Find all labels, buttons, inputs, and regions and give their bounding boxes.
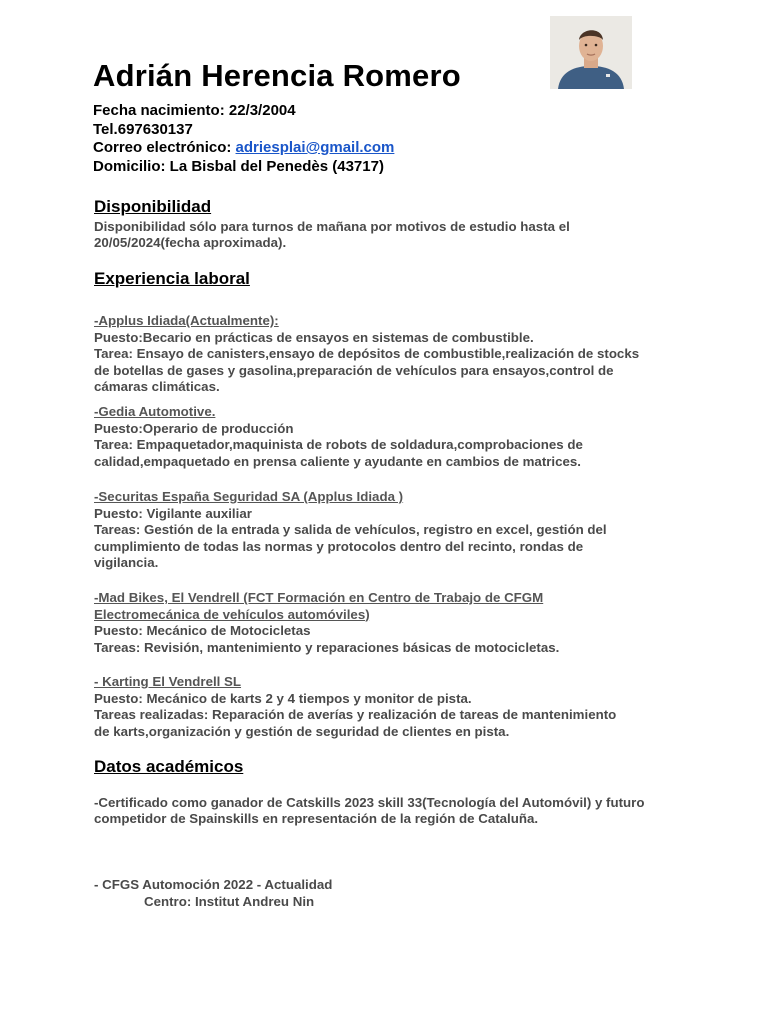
job-company: -Securitas España Seguridad SA (Applus Idiada ): [94, 489, 404, 504]
job-company: - Karting El Vendrell SL: [94, 674, 242, 689]
job-tasks: Tareas realizadas: Reparación de averías y realización de tareas de mantenimiento de karts,organización y gestión de seguridad de clientes en pista.: [94, 707, 617, 739]
job-gedia: [94, 404, 614, 470]
job-tasks: Tarea: Empaquetador,maquinista de robots de soldadura,comprobaciones de calidad,empaquetado en prensa caliente y ayudante en cambios de matrices.: [94, 437, 583, 469]
availability-text: Disponibilidad sólo para turnos de mañana por motivos de estudio hasta el 20/05/2024(fecha aproximada).: [94, 219, 570, 250]
job-tasks: Tareas: Gestión de la entrada y salida de vehículos, registro en excel, gestión del cumplimiento de todas las normas y protocolos dentro del recinto, rondas de vigilancia.: [94, 522, 607, 570]
job-mad-bikes: [94, 590, 574, 656]
profile-photo: [550, 16, 632, 89]
availability-heading: Disponibilidad: [94, 197, 212, 216]
experience-heading: Experiencia laboral: [94, 269, 250, 288]
course-center: Centro: Institut Andreu Nin: [144, 894, 315, 909]
job-securitas: [94, 489, 624, 572]
academic-heading: Datos académicos: [94, 757, 244, 776]
email-label: Correo electrónico:: [93, 139, 236, 156]
job-position: Puesto: Vigilante auxiliar: [94, 505, 252, 521]
job-karting: [94, 674, 634, 740]
personal-info: [93, 102, 394, 176]
full-name: Adrián Herencia Romero: [93, 58, 461, 93]
academic-course: [94, 877, 664, 910]
job-tasks: Tareas: Revisión, mantenimiento y reparaciones básicas de motocicletas.: [94, 639, 560, 655]
birth-date: Fecha nacimiento: 22/3/2004: [93, 102, 296, 119]
job-tasks: Tarea: Ensayo de canisters,ensayo de depósitos de combustible,realización de stocks de botellas de gases y gasolina,preparación de vehículos para ensayos,control de cámaras climáticas.: [94, 346, 640, 394]
job-position: Puesto:Becario en prácticas de ensayos en sistemas de combustible.: [94, 329, 534, 345]
job-company: -Applus Idiada(Actualmente):: [94, 313, 279, 328]
job-position: Puesto: Mecánico de Motocicletas: [94, 623, 311, 638]
job-applus: [94, 313, 654, 396]
email-line: [93, 139, 394, 158]
job-position: Puesto: Mecánico de karts 2 y 4 tiempos y monitor de pista.: [94, 690, 472, 706]
job-company: -Gedia Automotive.: [94, 404, 216, 419]
academic-certificate: -Certificado como ganador de Catskills 2023 skill 33(Tecnología del Automóvil) y futuro competidor de Spainskills en representación de la región de Cataluña.: [94, 795, 645, 826]
course-line: - CFGS Automoción 2022 - Actualidad: [94, 877, 333, 892]
job-company: -Mad Bikes, El Vendrell (FCT Formación en Centro de Trabajo de CFGM Electromecánica de vehículos automóviles): [94, 590, 544, 622]
person-photo-icon: [550, 16, 632, 89]
email-link[interactable]: adriesplai@gmail.com: [235, 139, 395, 156]
job-position: Puesto:Operario de producción: [94, 420, 294, 436]
address: Domicilio: La Bisbal del Penedès (43717): [93, 157, 384, 175]
phone-number: Tel.697630137: [93, 120, 193, 138]
